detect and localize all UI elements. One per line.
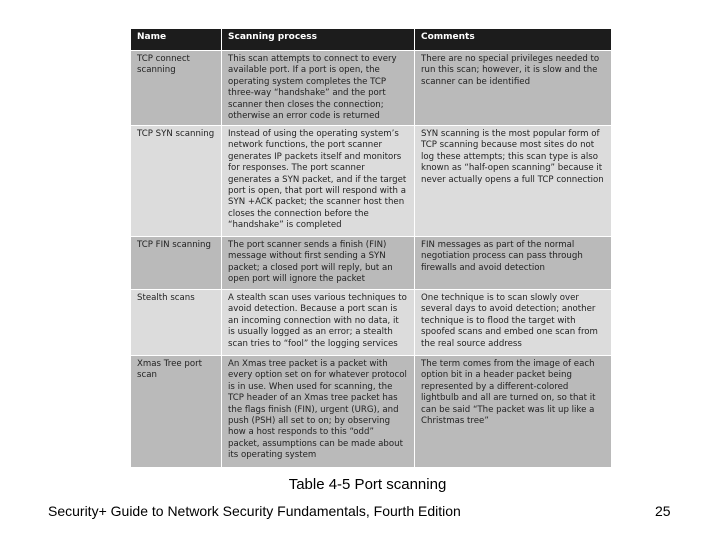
cell-name: TCP SYN scanning (131, 126, 222, 237)
cell-process: A stealth scan uses various techniques to avoid detection. Because a port scan is an incoming connection with no data, it is usually logged as an error; a stealth scan tries to “fool” the logging services (222, 290, 415, 356)
cell-name: TCP connect scanning (131, 51, 222, 126)
header-name: Name (131, 29, 222, 51)
table-row (131, 356, 612, 468)
cell-comments: SYN scanning is the most popular form of TCP scanning because most sites do not log these attempts; this scan type is also known as “half-open scanning” because it never actually opens a full TCP connection (415, 126, 612, 237)
port-scanning-table (130, 28, 612, 468)
table-header-row (131, 29, 612, 51)
cell-process: The port scanner sends a finish (FIN) message without first sending a SYN packet; a closed port will reply, but an open port will ignore the packet (222, 237, 415, 290)
table-row (131, 290, 612, 356)
cell-name: Stealth scans (131, 290, 222, 356)
cell-comments: One technique is to scan slowly over several days to avoid detection; another technique is to flood the target with spoofed scans and embed one scan from the real source address (415, 290, 612, 356)
header-scanning-process: Scanning process (222, 29, 415, 51)
page-number: 25 (655, 503, 671, 519)
table-row (131, 237, 612, 290)
table-caption: Table 4-5 Port scanning (288, 476, 447, 493)
cell-comments: There are no special privileges needed to run this scan; however, it is slow and the scanner can be identified (415, 51, 612, 126)
cell-process: This scan attempts to connect to every available port. If a port is open, the operating system completes the TCP three-way “handshake” and the port scanner then closes the connection; otherwise an error code is returned (222, 51, 415, 126)
cell-name: Xmas Tree port scan (131, 356, 222, 468)
cell-process: Instead of using the operating system’s network functions, the port scanner generates IP packets itself and monitors for responses. The port scanner generates a SYN packet, and if the target port is open, that port will respond with a SYN +ACK packet; the scanner host then closes the connection before the “handshake” is completed (222, 126, 415, 237)
cell-name: TCP FIN scanning (131, 237, 222, 290)
header-comments: Comments (415, 29, 612, 51)
slide-footer: Security+ Guide to Network Security Fundamentals, Fourth Edition (48, 503, 461, 519)
table-row (131, 51, 612, 126)
table-row (131, 126, 612, 237)
cell-comments: The term comes from the image of each option bit in a header packet being represented by a different-colored lightbulb and all are turned on, so that it can be said “The packet was lit up like a Christmas tree” (415, 356, 612, 468)
cell-comments: FIN messages as part of the normal negotiation process can pass through firewalls and avoid detection (415, 237, 612, 290)
cell-process: An Xmas tree packet is a packet with every option set on for whatever protocol is in use. When used for scanning, the TCP header of an Xmas tree packet has the flags finish (FIN), urgent (URG), and push (PSH) all set to on; by observing how a host responds to this “odd” packet, assumptions can be made about its operating system (222, 356, 415, 468)
